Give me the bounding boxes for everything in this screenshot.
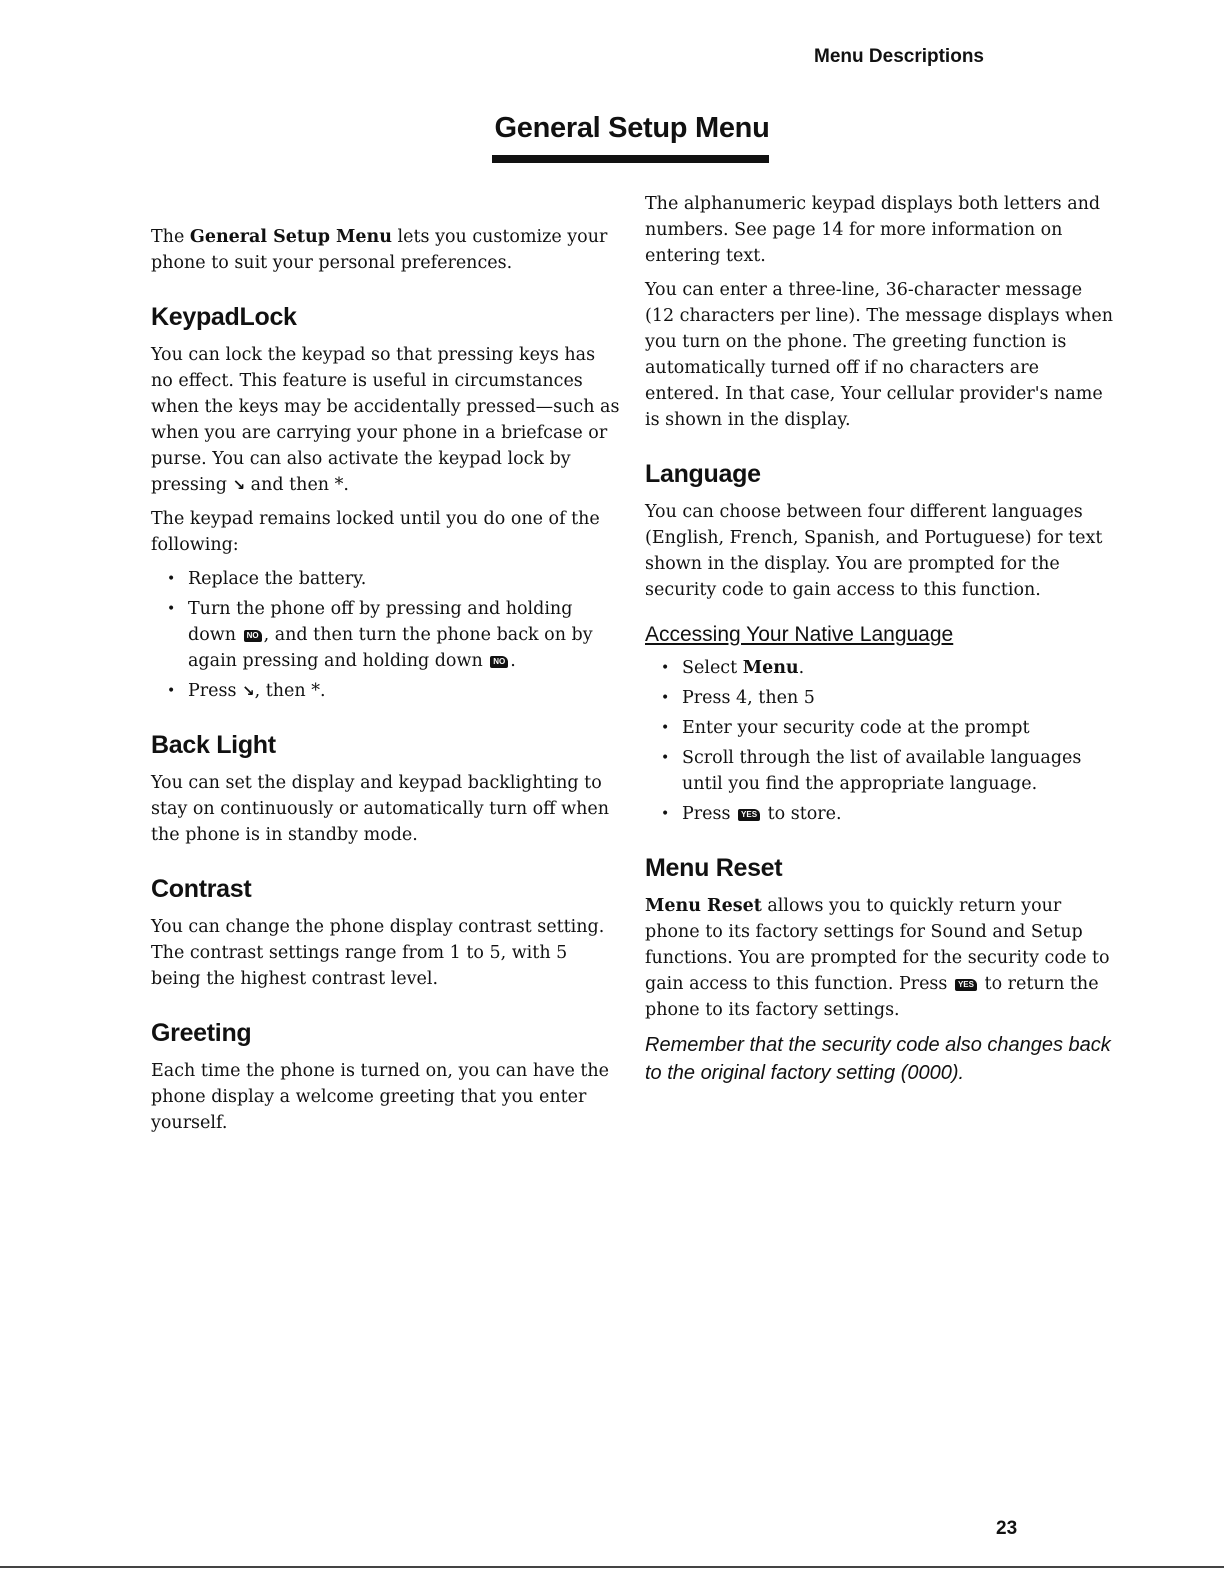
list-item: • Enter your security code at the prompt xyxy=(645,715,1115,741)
heading-back-light: Back Light xyxy=(151,731,276,759)
contrast-paragraph: You can change the phone display contrast setting. The contrast settings range from 1 to 5, with 5 being the highest contrast level. xyxy=(151,917,605,989)
heading-language: Language xyxy=(645,460,761,488)
intro-paragraph: The General Setup Menu lets you customize your phone to suit your personal preferences. xyxy=(151,227,608,273)
star-key-icon: * xyxy=(311,681,320,701)
language-paragraph: You can choose between four different languages (English, French, Spanish, and Portuguese) for text shown in the display. You are prompted for the security code to gain access to this function. xyxy=(645,502,1103,600)
unlock-list xyxy=(151,566,621,704)
menu-reset-note: Remember that the security code also changes back to the original factory setting (0000). xyxy=(645,1034,1111,1084)
greeting-cont-paragraph-1: The alphanumeric keypad displays both letters and numbers. See page 14 for more information on entering text. xyxy=(645,194,1101,266)
no-key-icon: NO xyxy=(490,656,508,668)
heading-keypadlock: KeypadLock xyxy=(151,303,297,331)
list-item: • Press ↘, then *. xyxy=(151,678,621,704)
greeting-paragraph: Each time the phone is turned on, you can have the phone display a welcome greeting that you enter yourself. xyxy=(151,1061,610,1133)
running-header: Menu Descriptions xyxy=(814,46,984,67)
keypadlock-paragraph: You can lock the keypad so that pressing keys has no effect. This feature is useful in circumstances when the keys may be accidentally pressed—such as when you are carrying your phone in a briefcase or purse. You can also activate the keypad lock by pressing ↘ and then *. xyxy=(151,345,620,495)
list-item: • Scroll through the list of available languages until you find the appropriate language. xyxy=(645,745,1115,797)
page-title: General Setup Menu xyxy=(494,112,770,144)
no-key-icon: NO xyxy=(244,630,262,642)
list-item: • Press 4, then 5 xyxy=(645,685,1115,711)
page-number: 23 xyxy=(996,1518,1018,1539)
list-item: • Turn the phone off by pressing and holding down NO , and then turn the phone back on by again pressing and holding down NO . xyxy=(151,596,621,674)
list-item: • Replace the battery. xyxy=(151,566,621,592)
left-column xyxy=(151,224,621,1144)
heading-menu-reset: Menu Reset xyxy=(645,854,783,882)
keypadlock-paragraph-2: The keypad remains locked until you do one of the following: xyxy=(151,509,600,555)
menu-key-icon: ↘ xyxy=(242,682,255,700)
intro-bold: General Setup Menu xyxy=(189,227,392,247)
title-underline xyxy=(492,155,769,163)
subheading-native-language: Accessing Your Native Language xyxy=(645,623,954,646)
menu-reset-paragraph: Menu Reset allows you to quickly return your phone to its factory settings for Sound and Setup functions. You are prompted for the security code to gain access to this function. Press YES to return the phone to its factory settings. xyxy=(645,896,1110,1020)
heading-greeting: Greeting xyxy=(151,1019,252,1047)
star-key-icon: * xyxy=(334,475,344,495)
right-column xyxy=(645,191,1115,1095)
menu-key-icon: ↘ xyxy=(232,476,246,494)
greeting-cont-paragraph-2: You can enter a three-line, 36-character message (12 characters per line). The message displays when you turn on the phone. The greeting function is automatically turned off if no characters are entered. In that case, Your cellular provider's name is shown in the display. xyxy=(645,280,1113,430)
backlight-paragraph: You can set the display and keypad backlighting to stay on continuously or automatically turn off when the phone is in standby mode. xyxy=(151,773,610,845)
heading-contrast: Contrast xyxy=(151,875,252,903)
list-item: • Select Menu. xyxy=(645,655,1115,681)
bottom-rule xyxy=(0,1566,1224,1568)
list-item: • Press YES to store. xyxy=(645,801,1115,827)
yes-key-icon: YES xyxy=(955,979,977,991)
yes-key-icon: YES xyxy=(738,809,760,821)
language-steps-list xyxy=(645,655,1115,827)
